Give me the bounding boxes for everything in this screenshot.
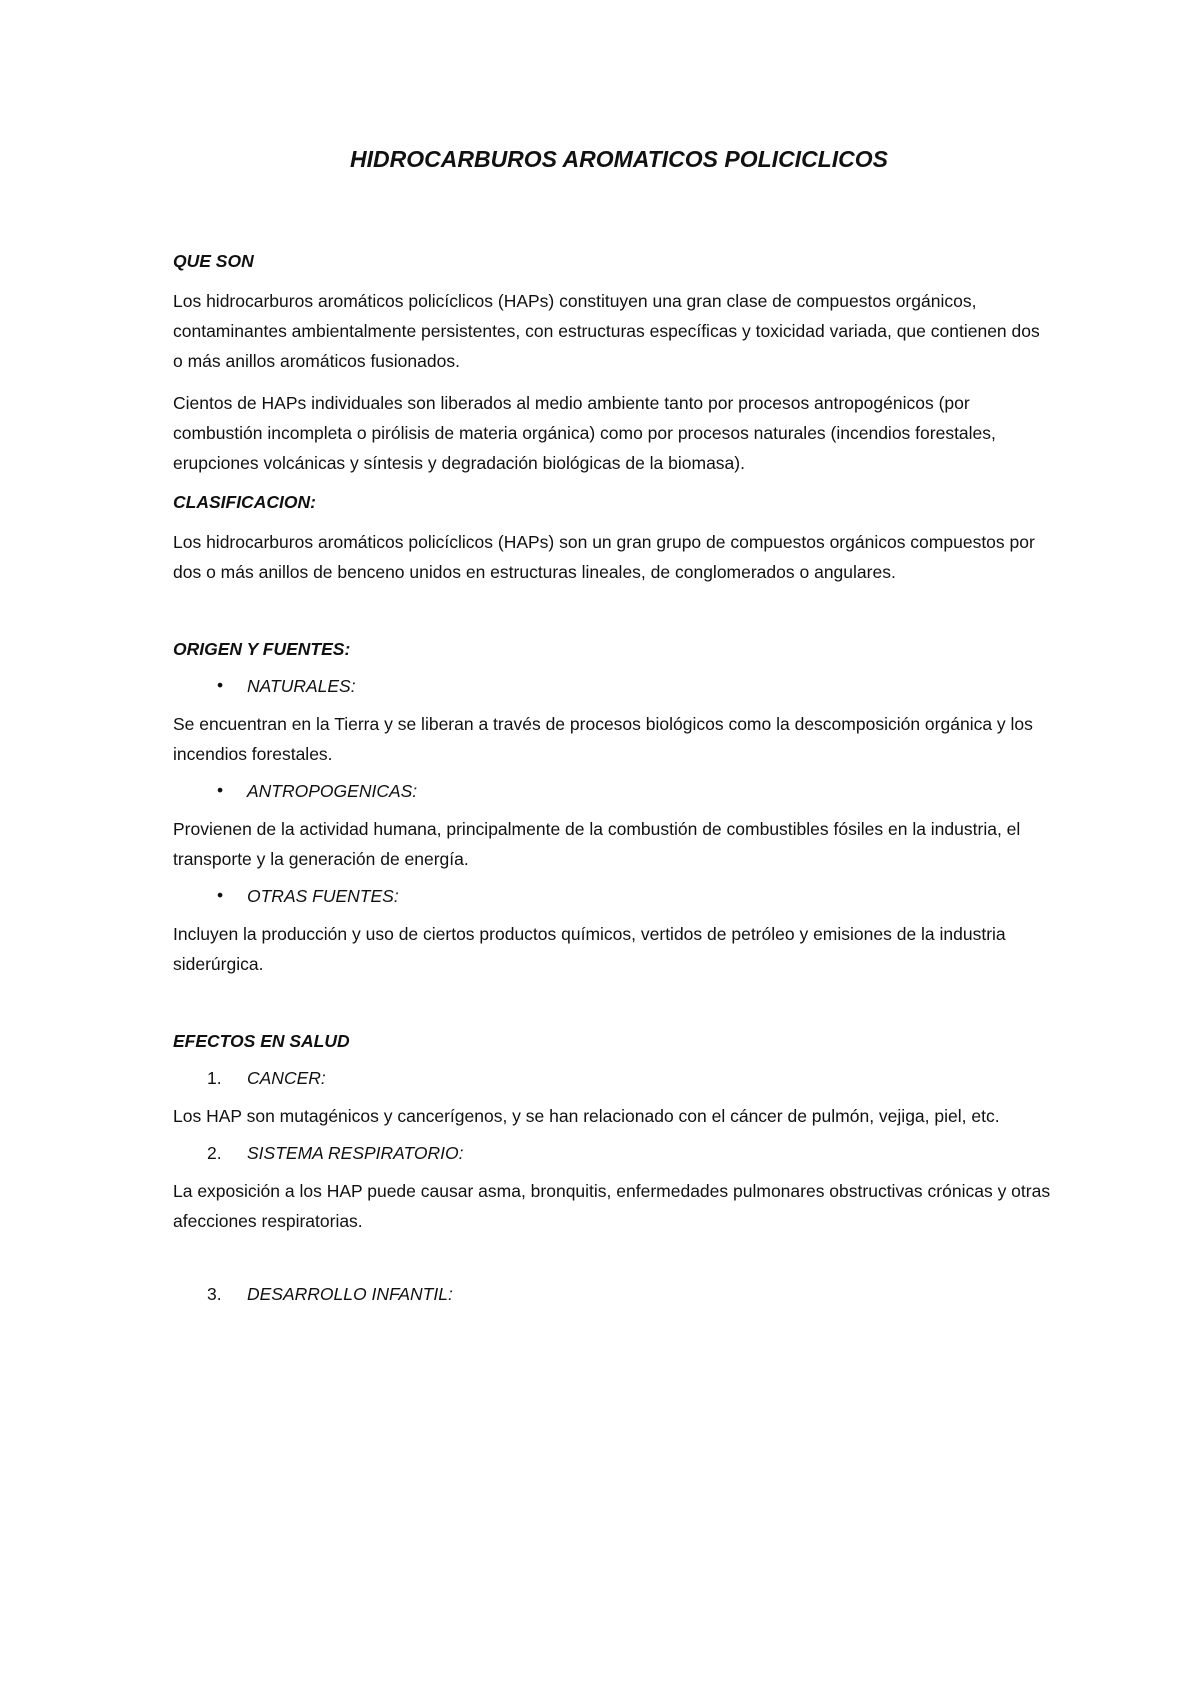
list-item-label: ANTROPOGENICAS: xyxy=(247,781,418,801)
list-item-naturales xyxy=(173,676,1053,697)
paragraph-que-son-2: Cientos de HAPs individuales son liberados al medio ambiente tanto por procesos antropogénicos (por combustión incompleta o pirólisis de materia orgánica) como por procesos naturales (incendios forestales, erupciones volcánicas y síntesis y degradación biológicas de la biomasa). xyxy=(173,393,996,473)
list-item-label: DESARROLLO INFANTIL: xyxy=(247,1284,453,1304)
heading-origen-fuentes: ORIGEN Y FUENTES: xyxy=(173,639,351,659)
bullet-icon: • xyxy=(217,675,224,695)
document-body xyxy=(173,146,1053,1305)
heading-clasificacion: CLASIFICACION: xyxy=(173,492,316,512)
list-number: 3. xyxy=(207,1284,222,1304)
list-item-antropogenicas xyxy=(173,781,1053,802)
list-item-desarrollo-infantil xyxy=(173,1284,1053,1305)
list-item-label: CANCER: xyxy=(247,1068,326,1088)
list-item-otras-fuentes xyxy=(173,886,1053,907)
paragraph-otras-fuentes: Incluyen la producción y uso de ciertos productos químicos, vertidos de petróleo y emisiones de la industria siderúrgica. xyxy=(173,924,1006,974)
paragraph-que-son-1: Los hidrocarburos aromáticos policíclicos (HAPs) constituyen una gran clase de compuestos orgánicos, contaminantes ambientalmente persistentes, con estructuras específicas y toxicidad variada, que contienen dos o más anillos aromáticos fusionados. xyxy=(173,291,1040,371)
paragraph-antropogenicas: Provienen de la actividad humana, principalmente de la combustión de combustibles fósiles en la industria, el transporte y la generación de energía. xyxy=(173,819,1021,869)
list-item-sistema-respiratorio xyxy=(173,1143,1053,1164)
paragraph-cancer: Los HAP son mutagénicos y cancerígenos, y se han relacionado con el cáncer de pulmón, vejiga, piel, etc. xyxy=(173,1106,1000,1126)
document-title: HIDROCARBUROS AROMATICOS POLICICLICOS xyxy=(350,146,888,172)
heading-que-son: QUE SON xyxy=(173,251,254,271)
bullet-icon: • xyxy=(217,780,224,800)
list-item-label: OTRAS FUENTES: xyxy=(247,886,399,906)
list-item-cancer xyxy=(173,1068,1053,1089)
paragraph-clasificacion: Los hidrocarburos aromáticos policíclicos (HAPs) son un gran grupo de compuestos orgánicos compuestos por dos o más anillos de benceno unidos en estructuras lineales, de conglomerados o angulares. xyxy=(173,532,1035,582)
list-item-label: NATURALES: xyxy=(247,676,356,696)
paragraph-naturales: Se encuentran en la Tierra y se liberan a través de procesos biológicos como la descomposición orgánica y los incendios forestales. xyxy=(173,714,1033,764)
paragraph-sistema-respiratorio: La exposición a los HAP puede causar asma, bronquitis, enfermedades pulmonares obstructivas crónicas y otras afecciones respiratorias. xyxy=(173,1181,1051,1231)
list-number: 2. xyxy=(207,1143,222,1163)
heading-efectos-salud: EFECTOS EN SALUD xyxy=(173,1031,350,1051)
bullet-icon: • xyxy=(217,885,224,905)
list-number: 1. xyxy=(207,1068,222,1088)
list-item-label: SISTEMA RESPIRATORIO: xyxy=(247,1143,464,1163)
